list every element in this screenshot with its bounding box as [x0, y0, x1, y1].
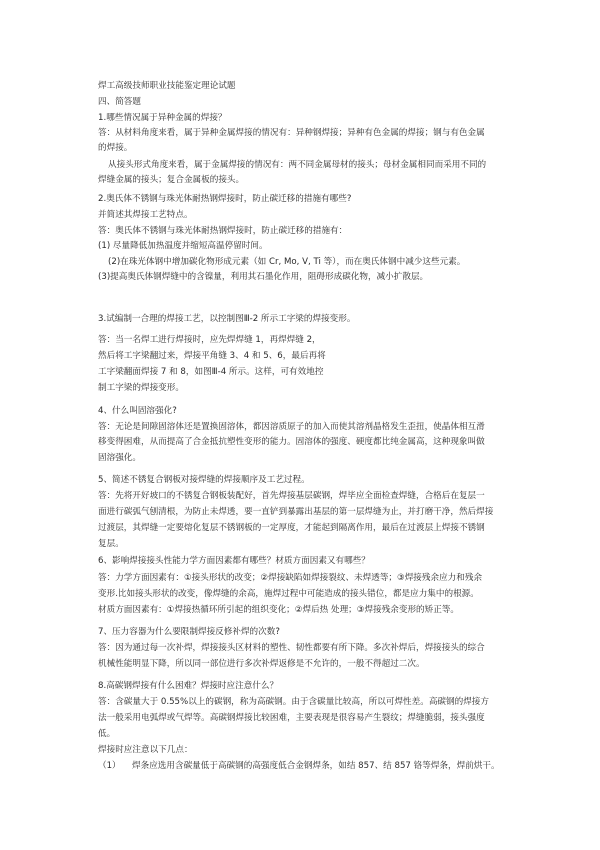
answer-1-line-4: 焊缝金属的接头；复合金属板的接头。: [98, 175, 245, 185]
answer-6-line-3: 材质方面因素有：①焊接热循环所引起的组织变化；②焊后热 处理；③焊接残余变形的矫正等。: [98, 605, 460, 615]
answer-3-line-3: 工字梁翻面焊接 7 和 8，如图Ⅲ-4 所示。这样，可有效地控: [98, 367, 324, 377]
answer-8-line-2: 法一般采用电弧焊或气焊等。高碳钢焊接比较困难，主要表现是很容易产生裂纹；焊缝脆弱，接头强度: [98, 713, 485, 723]
answer-6-line-2: 变形.比如接头形状的改变，像焊缝的余高，施焊过程中可能造成的接头错位，都是应力集中的根源。: [98, 589, 479, 599]
question-2: 2.奥氏体不锈钢与珠光体耐热钢焊接时，防止碳迁移的措施有哪些?: [98, 194, 352, 204]
answer-4-line-1: 答：无论是间隙固溶体还是置换固溶体，都因溶质原子的加入而使其溶剂晶格发生歪扭，使晶体相互滑: [98, 422, 485, 432]
question-8: 8.高碳钢焊接有什么困难？焊接时应注意什么？: [98, 681, 279, 691]
answer-2-line-2: (1) 尽量降低加热温度并缩短高温停留时间。: [98, 241, 268, 251]
question-3: 3.试编制一合理的焊接工艺，以控制图Ⅲ-2 所示工字梁的焊接变形。: [98, 314, 356, 324]
answer-7-line-1: 答：因为通过每一次补焊，焊接接头区材料的塑性、韧性都要有所下降。多次补焊后，焊接接头的综合: [98, 643, 485, 653]
question-5: 5、简述不锈复合钢板对接焊缝的焊接顺序及工艺过程。: [98, 475, 310, 485]
question-7: 7、压力容器为什么要限制焊接反修补焊的次数?: [98, 627, 280, 637]
answer-5-line-2: 面进行碳弧气刨清根，为防止未焊透，要一直铲到暴露出基层的第一层焊缝为止，并打磨干净，然后焊接: [98, 507, 494, 517]
question-6: 6、影响焊接接头性能力学方面因素都有哪些？材质方面因素又有哪些？: [98, 556, 370, 566]
question-1: 1.哪些情况属于异种金属的焊接？: [98, 113, 227, 123]
document-title: 焊工高级技师职业技能鉴定理论试题: [98, 81, 236, 91]
answer-3-line-2: 然后将工字梁翻过来，焊接平角缝 3、4 和 5、6，最后再将: [98, 351, 326, 361]
answer-2-line-1: 答：奥氏体不锈钢与珠光体耐热钢焊接时，防止碳迁移的措施有：: [98, 226, 348, 236]
question-2-sub: 并简述其焊接工艺特点。: [98, 210, 193, 220]
answer-2-line-4: (3)提高奥氏体钢焊缝中的含镍量，利用其石墨化作用，阻碍形成碳化物，减小扩散层。: [98, 272, 429, 282]
answer-4-line-2: 移变得困难，从而提高了合金抵抗塑性变形的能力。固溶体的强度、硬度都比纯金属高，这种现象叫做: [98, 437, 485, 447]
section-heading: 四、简答题: [98, 97, 141, 107]
answer-3-line-4: 制工字梁的焊接变形。: [98, 383, 184, 393]
answer-5-line-3: 过渡层，其焊缝一定要熔化复层不锈钢板的一定厚度，才能起到隔离作用，最后在过渡层上焊接不锈钢: [98, 523, 485, 533]
answer-3-line-1: 答：当一名焊工进行焊接时，应先焊焊缝 1，再焊焊缝 2，: [98, 335, 321, 345]
answer-1-line-3: 从接头形式角度来看，属于金属焊接的情况有：两不同金属母材的接头；母材金属相同而采用不同的: [108, 160, 487, 170]
answer-8-line-3: 低。: [98, 729, 116, 739]
answer-5-line-1: 答：先将开好坡口的不锈复合钢板装配好，首先焊接基层碳钢，焊毕应全面检查焊缝，合格后在复层一: [98, 491, 485, 501]
answer-8-line-1: 答：含碳量大于 0.55%以上的碳钢，称为高碳钢。由于含碳量比较高，所以可焊性差。高碳钢的焊接方: [98, 697, 489, 707]
answer-1-line-1: 答：从材料角度来看，属于异种金属焊接的情况有：异种钢焊接；异种有色金属的焊接；钢与有色金属: [98, 128, 485, 138]
answer-8-item-1-number: （1）: [98, 761, 121, 771]
answer-8-line-4: 焊接时应注意以下几点：: [98, 745, 193, 755]
question-4: 4、什么叫固溶强化?: [98, 406, 177, 416]
answer-1-line-2: 的焊接。: [98, 143, 133, 153]
answer-4-line-3: 固溶强化。: [98, 453, 141, 463]
answer-6-line-1: 答：力学方面因素有：①接头形状的改变；②焊接缺陷如焊接裂纹、未焊透等；③焊接残余应力和残余: [98, 573, 483, 583]
answer-5-line-4: 复层。: [98, 539, 124, 549]
answer-7-line-2: 机械性能明显下降，所以同一部位进行多次补焊返修是不允许的，一般不得超过二次。: [98, 659, 425, 669]
answer-2-line-3: (2)在珠光体钢中增加碳化物形成元素（如 Cr, Mo, V, Ti 等），而在奥氏体钢中减少这些元素。: [108, 257, 466, 267]
answer-8-item-1-text: 焊条应选用含碳量低于高碳钢的高强度低合金钢焊条，如结 857、结 857 铬等焊条，焊前烘干。: [132, 761, 500, 771]
